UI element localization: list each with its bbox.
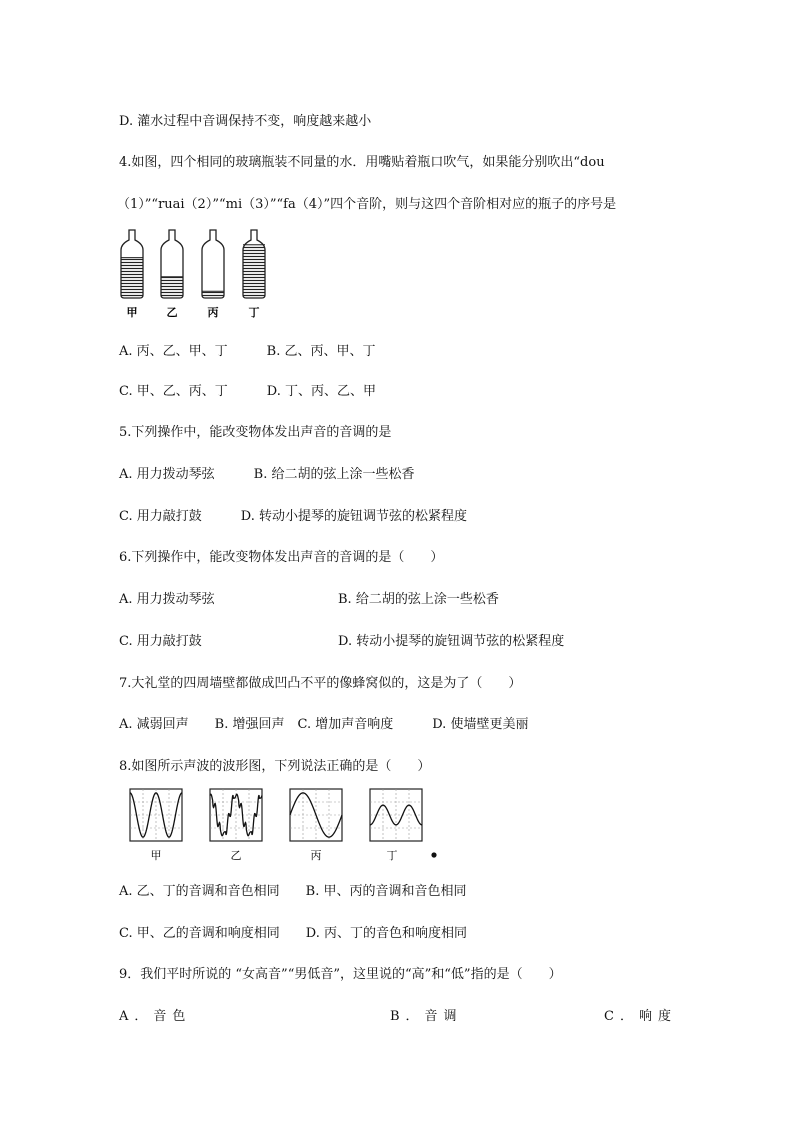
question-8-options-ab: A. 乙、丁的音调和音色相同 B. 甲、丙的音调和音色相同: [119, 884, 467, 899]
waveforms-figure: [128, 787, 448, 867]
question-4-options-ab: A. 丙、乙、甲、丁 B. 乙、丙、甲、丁: [119, 344, 376, 359]
option-d-previous: D. 灌水过程中音调保持不变，响度越来越小: [119, 114, 372, 129]
waveform-label: 乙: [230, 849, 242, 862]
bottle-3: [202, 230, 224, 319]
water-level: [243, 245, 265, 298]
question-9-option-c: C．响度: [604, 1009, 677, 1024]
question-7-options: A. 减弱回声 B. 增强回声 C. 增加声音响度 D. 使墙壁更美丽: [119, 717, 529, 732]
question-6-option-d: D. 转动小提琴的旋钮调节弦的松紧程度: [338, 634, 565, 649]
question-4-line-1: 4.如图，四个相同的玻璃瓶装不同量的水．用嘴贴着瓶口吹气，如果能分别吹出“dou: [119, 155, 605, 170]
dot-mark: [431, 852, 436, 857]
question-5-options-cd: C. 用力敲打鼓 D. 转动小提琴的旋钮调节弦的松紧程度: [119, 509, 467, 524]
waveform-label: 丙: [310, 849, 322, 862]
bottles-figure: [118, 228, 278, 320]
question-8-options-cd: C. 甲、乙的音调和响度相同 D. 丙、丁的音色和响度相同: [119, 926, 467, 941]
question-6-option-a: A. 用力拨动琴弦: [119, 592, 215, 607]
bottle-label: 丁: [248, 306, 260, 319]
question-8: 8.如图所示声波的波形图，下列说法正确的是（ ）: [119, 759, 431, 774]
water-level: [161, 277, 183, 298]
question-9-option-a: A．音色: [119, 1009, 192, 1024]
question-7: 7.大礼堂的四周墙壁都做成凹凸不平的像蜂窝似的，这是为了（ ）: [119, 676, 522, 691]
question-5-options-ab: A. 用力拨动琴弦 B. 给二胡的弦上涂一些松香: [119, 467, 415, 482]
bottle-label: 乙: [166, 306, 178, 319]
question-5: 5.下列操作中，能改变物体发出声音的音调的是: [119, 425, 392, 440]
waveform-2: [210, 789, 262, 862]
question-9: 9．我们平时所说的 “女高音”“男低音”，这里说的“高”和“低”指的是（ ）: [119, 967, 562, 982]
waveform-label: 甲: [150, 849, 162, 862]
question-9-option-b: B．音调: [390, 1009, 463, 1024]
bottle-4: [243, 230, 265, 319]
question-6-option-b: B. 给二胡的弦上涂一些松香: [338, 592, 499, 607]
bottle-label: 丙: [207, 306, 219, 319]
question-6: 6.下列操作中，能改变物体发出声音的音调的是（ ）: [119, 550, 444, 565]
bottle-label: 甲: [126, 306, 138, 319]
question-4-options-cd: C. 甲、乙、丙、丁 D. 丁、丙、乙、甲: [119, 384, 376, 399]
bottle-1: [121, 230, 143, 319]
waveform-1: [130, 789, 182, 862]
water-level: [202, 291, 224, 298]
question-4-line-2: （1）”“ruai（2）”“mi（3）”“fa（4）”四个音阶，则与这四个音阶相对应的瓶子的序号是: [117, 197, 617, 212]
water-level: [121, 258, 143, 298]
waveform-3: [290, 789, 342, 862]
waveform-4: [370, 789, 422, 862]
waveform-label: 丁: [386, 849, 398, 862]
question-6-option-c: C. 用力敲打鼓: [119, 634, 202, 649]
bottle-2: [161, 230, 183, 319]
